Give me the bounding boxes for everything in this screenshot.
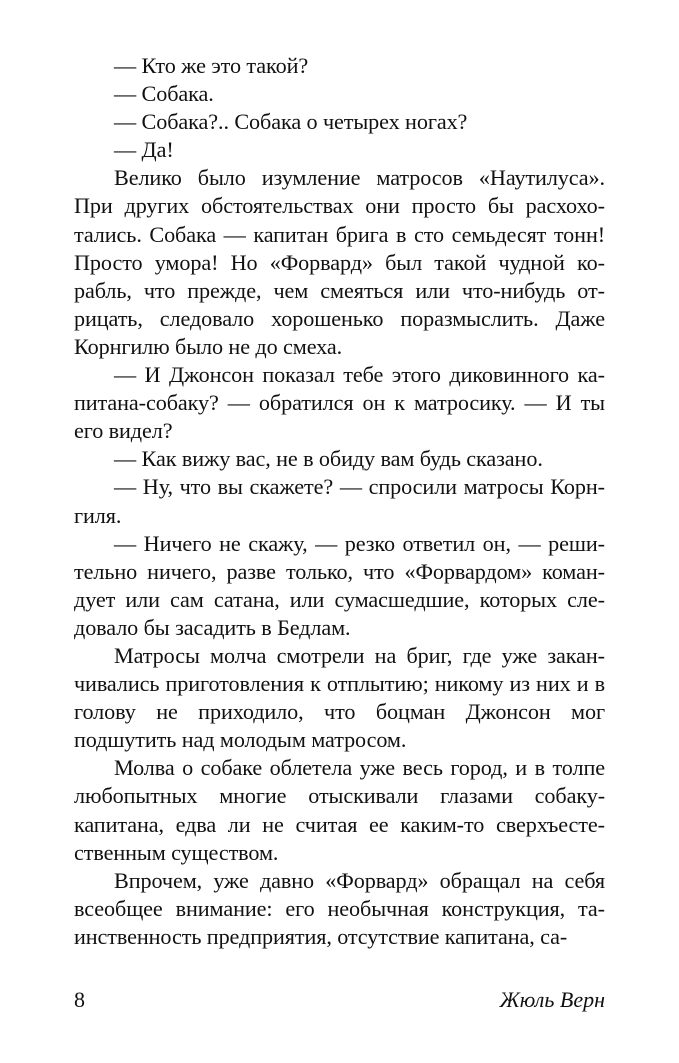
narrative-paragraph: Молва о собаке облетела уже весь город, и в толпе любопытных многие отыскивали глазами собаку-капитана, едва ли не считая ее каким-то сверхъестественным существом. xyxy=(74,755,605,865)
narrative-paragraph: Велико было изумление матросов «Наутилуса». При других обстоятельствах они просто бы расхохотались. Собака — капитан брига в сто семьдесят тонн! Просто умора! Но «Форвард» был такой чудной корабль, что прежде, чем смеяться или что-нибудь отрицать, следовало хорошенько поразмыслить. Даже Корнгилю было не до смеха. xyxy=(74,165,605,359)
dialogue-line: — Кто же это такой? xyxy=(114,53,309,78)
dialogue-line: — И Джонсон показал тебе этого диковинного капитана-собаку? — обратился он к матросику. — И ты его видел? xyxy=(74,362,605,444)
page-body-text xyxy=(74,52,605,951)
dialogue-line: — Да! xyxy=(114,137,174,163)
narrative-paragraph: Впрочем, уже давно «Форвард» обращал на себя всеобщее внимание: его необычная конструкция, таинственность предприятия, отсутствие капитана, са- xyxy=(74,867,605,949)
dialogue-line: — Собака?.. Собака о четырех ногах? xyxy=(114,109,468,135)
running-footer-author: Жюль Верн xyxy=(499,987,605,1012)
dialogue-line: — Собака. xyxy=(114,81,214,107)
dialogue-line: — Как вижу вас, не в обиду вам будь сказано. xyxy=(114,446,543,472)
dialogue-line: — Ничего не скажу, — резко ответил он, — решительно ничего, разве только, что «Форвардом» командует или сам сатана, или сумасшедшие, которых следовало бы засадить в Бедлам. xyxy=(74,530,605,640)
page-number: 8 xyxy=(74,987,85,1012)
dialogue-line: — Ну, что вы скажете? — спросили матросы Корнгиля. xyxy=(74,474,605,528)
narrative-paragraph: Матросы молча смотрели на бриг, где уже заканчивались приготовления к отплытию; никому из них и в голову не приходило, что боцман Джонсон мог подшутить над молодым матросом. xyxy=(74,642,605,753)
